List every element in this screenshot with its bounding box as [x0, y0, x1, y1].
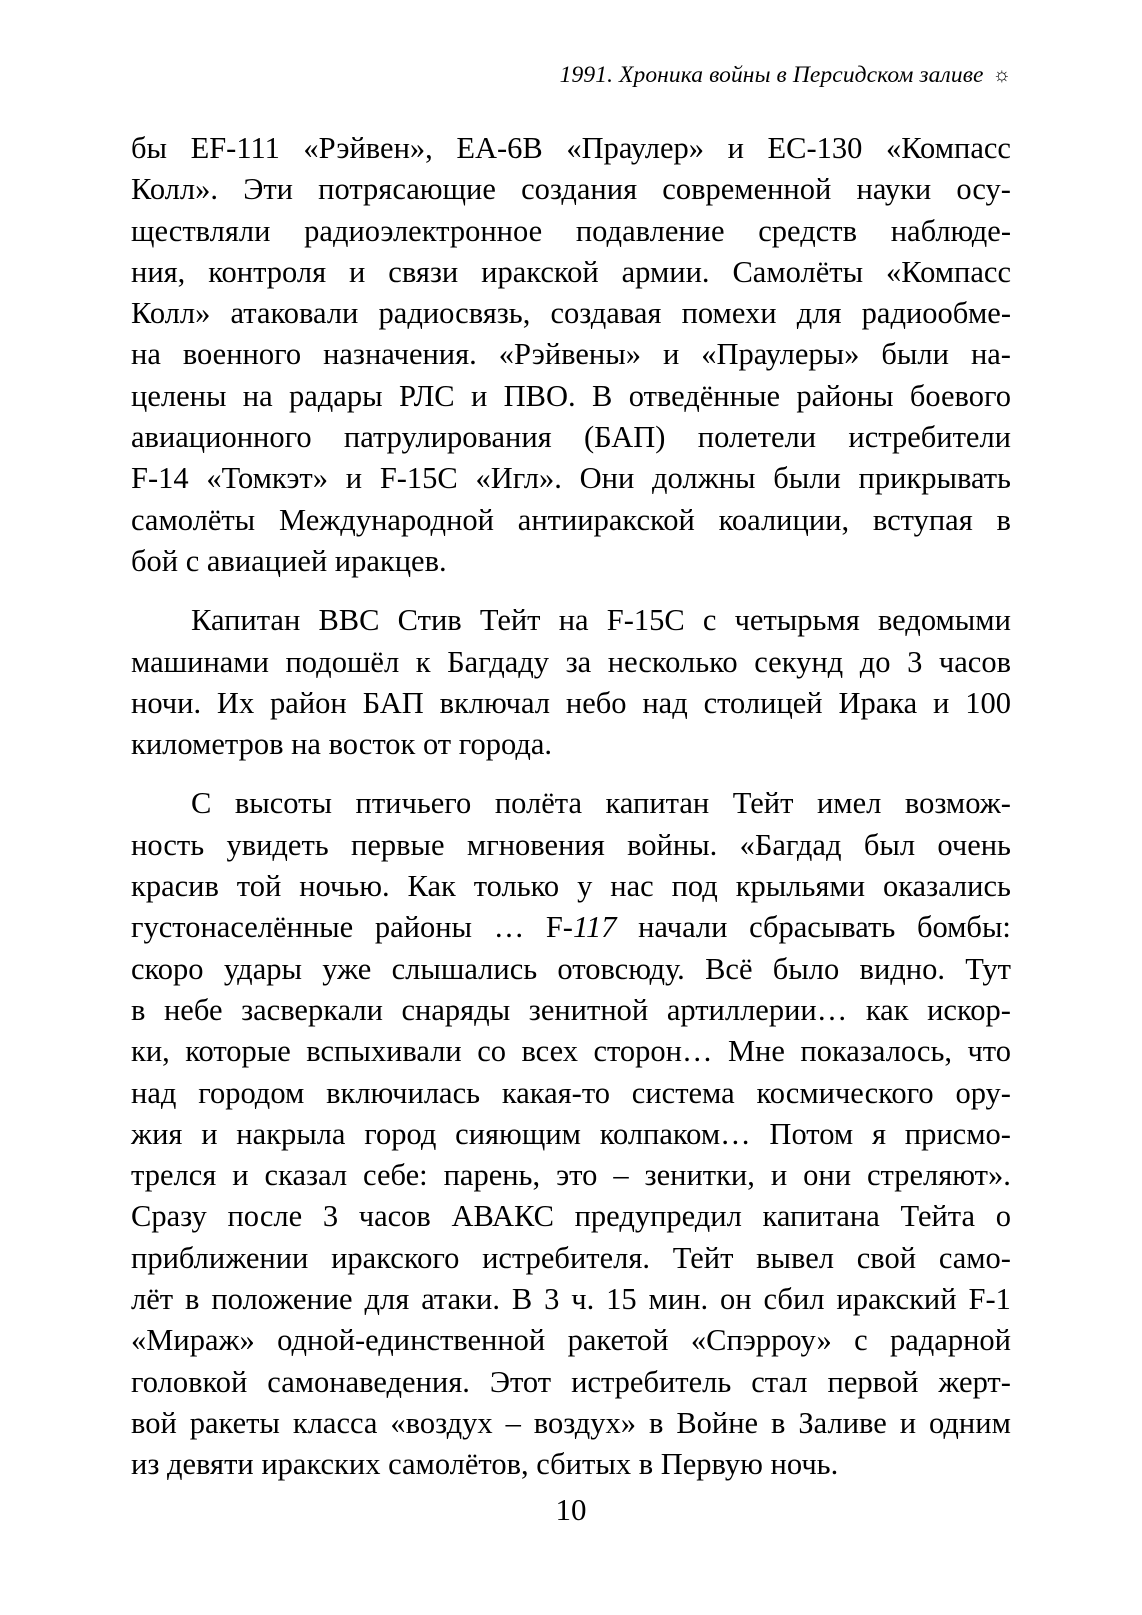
- word: 15: [606, 1282, 637, 1317]
- word: бы: [131, 131, 168, 165]
- word: Как: [407, 869, 456, 904]
- word: всех: [521, 1034, 578, 1069]
- word: Самолёты: [732, 254, 864, 289]
- word: густонаселённые: [131, 910, 354, 945]
- word: радиоэлектронное: [304, 213, 543, 248]
- word: высоты: [234, 786, 332, 821]
- word: были: [773, 461, 841, 496]
- text-line: [131, 252, 1011, 293]
- word: зенитной: [528, 992, 649, 1027]
- word: что: [967, 1034, 1011, 1069]
- word: включал: [439, 685, 551, 720]
- text-line: [131, 907, 1011, 948]
- word: район: [270, 685, 347, 720]
- word: Этот: [489, 1364, 552, 1399]
- text-line: [131, 783, 1011, 824]
- word: истребители: [848, 420, 1011, 455]
- word: жерт-: [938, 1364, 1011, 1399]
- word: часов: [358, 1199, 431, 1234]
- word: ору-: [955, 1075, 1011, 1110]
- word: одной-единственной: [277, 1323, 546, 1358]
- word: «воздух: [390, 1405, 493, 1440]
- word: иракский: [836, 1282, 957, 1317]
- word: F-15C: [379, 461, 458, 496]
- word: и: [470, 378, 488, 413]
- word: положение: [211, 1282, 353, 1317]
- word: Мне: [727, 1034, 785, 1069]
- word: как: [865, 992, 909, 1027]
- text-line: [131, 642, 1011, 683]
- text-line: [131, 500, 1011, 541]
- word: и: [662, 337, 680, 372]
- word: само-: [938, 1240, 1011, 1275]
- word: удары: [223, 951, 302, 986]
- word: уже: [322, 951, 372, 986]
- text-line: [131, 128, 1011, 169]
- word: оказались: [882, 869, 1011, 904]
- text-line: [131, 1238, 1011, 1279]
- word: полетели: [697, 420, 817, 455]
- word: четырьмя: [734, 603, 860, 638]
- word: колпаком…: [599, 1116, 751, 1151]
- word: «Рэйвен»,: [303, 131, 433, 165]
- word: АВАКС: [451, 1199, 554, 1234]
- word: В: [592, 378, 613, 413]
- text-line: бой с авиацией иракцев.: [131, 543, 447, 578]
- word: Они: [579, 461, 635, 496]
- word: машинами: [131, 644, 269, 679]
- word: 100: [965, 685, 1011, 720]
- word: «Рэйвены»: [498, 337, 641, 372]
- word: в: [996, 502, 1011, 537]
- text-line: [131, 458, 1011, 499]
- word: Тейт: [479, 603, 541, 638]
- word: возмож-: [904, 786, 1011, 821]
- word: С: [191, 786, 212, 821]
- word: слышались: [391, 951, 538, 986]
- word: назначения.: [323, 337, 477, 372]
- word: войны.: [627, 827, 718, 862]
- word: бомбы:: [916, 910, 1011, 945]
- word: и: [201, 1116, 218, 1151]
- word: на-: [970, 337, 1011, 372]
- word: патрулирования: [343, 420, 552, 455]
- word: искор-: [927, 992, 1011, 1027]
- word: целены: [131, 378, 227, 413]
- word: «Игл».: [475, 461, 562, 496]
- word: вступая: [872, 502, 973, 537]
- paragraph-1: [131, 128, 1011, 582]
- word: снаряды: [401, 992, 511, 1027]
- word: Капитан: [191, 603, 301, 638]
- text-line: [131, 376, 1011, 417]
- word: присмо-: [904, 1116, 1011, 1151]
- text-line: [131, 990, 1011, 1031]
- word: в: [648, 1405, 664, 1440]
- text-line: [131, 683, 1011, 724]
- word: первые: [351, 827, 445, 862]
- word: и: [727, 131, 744, 165]
- word: для: [364, 1282, 410, 1317]
- word: зенитки,: [644, 1158, 755, 1193]
- word: осу-: [956, 172, 1011, 207]
- text-line: [131, 1114, 1011, 1155]
- word: у: [577, 869, 593, 904]
- word: «Томкэт»: [206, 461, 329, 496]
- word: которые: [185, 1034, 291, 1069]
- word: парень,: [443, 1158, 541, 1193]
- word: 3: [907, 644, 923, 679]
- word: современной: [662, 172, 832, 207]
- word: столицей: [703, 685, 823, 720]
- word: науки: [856, 172, 932, 207]
- word: В: [511, 1282, 533, 1317]
- word: после: [227, 1199, 303, 1234]
- word: ч.: [571, 1282, 595, 1317]
- word: предупредил: [574, 1199, 742, 1234]
- word: имел: [816, 786, 882, 821]
- word: в: [185, 1282, 200, 1317]
- word: 3: [322, 1199, 339, 1234]
- word: подошёл: [285, 644, 400, 679]
- word: накрыла: [236, 1116, 346, 1151]
- word: атаковали: [230, 296, 359, 331]
- word: Международной: [278, 502, 494, 537]
- word: ность: [131, 827, 205, 862]
- word: воздух»: [533, 1405, 636, 1440]
- word: система: [631, 1075, 735, 1110]
- word: город: [364, 1116, 437, 1151]
- word: я: [871, 1116, 886, 1151]
- body-text: [131, 128, 1011, 1486]
- word: и: [933, 685, 950, 720]
- word: помехи: [681, 296, 777, 331]
- word: на: [131, 337, 161, 372]
- word: класса: [292, 1405, 378, 1440]
- word: EA-6B: [456, 131, 543, 165]
- page-number: 10: [555, 1492, 587, 1527]
- word: были: [881, 337, 949, 372]
- word: самолёты: [131, 502, 256, 537]
- word: трелся: [131, 1158, 217, 1193]
- italic-designation: 117: [572, 910, 617, 945]
- word: антииракской: [517, 502, 695, 537]
- word: Ирака: [838, 685, 918, 720]
- text-line: [131, 949, 1011, 990]
- word: Всё: [705, 951, 753, 986]
- word: был: [863, 827, 916, 862]
- word: Эти: [243, 172, 293, 207]
- word: со: [477, 1034, 506, 1069]
- word: сбрасывать: [749, 910, 896, 945]
- word: скоро: [131, 951, 204, 986]
- word: лёт: [131, 1282, 174, 1317]
- word: ВВС: [318, 603, 380, 638]
- word: прикрывать: [858, 461, 1011, 496]
- word: над: [642, 685, 688, 720]
- word: отовсюду.: [557, 951, 685, 986]
- word: на: [558, 603, 589, 638]
- word: очень: [937, 827, 1011, 862]
- word: крыльями: [735, 869, 866, 904]
- text-line: [131, 417, 1011, 458]
- word: «Праулеры»: [701, 337, 860, 372]
- word: и: [345, 461, 363, 496]
- word: Их: [216, 685, 255, 720]
- word: самонаведения.: [267, 1364, 470, 1399]
- word: секунд: [754, 644, 844, 679]
- text-line: [131, 825, 1011, 866]
- word: капитан: [605, 786, 710, 821]
- word: увидеть: [226, 827, 329, 862]
- word: отведённые: [628, 378, 780, 413]
- word: Потом: [769, 1116, 854, 1151]
- word: –: [613, 1158, 629, 1193]
- word: иракского: [331, 1240, 460, 1275]
- word: радиообме-: [861, 296, 1011, 331]
- word: истребителя.: [482, 1240, 651, 1275]
- word: сторон…: [593, 1034, 713, 1069]
- text-line: [131, 293, 1011, 334]
- word: часов: [938, 644, 1011, 679]
- word: красив: [131, 869, 219, 904]
- word: коалиции,: [718, 502, 850, 537]
- word: мгновения: [466, 827, 605, 862]
- text-line: [131, 334, 1011, 375]
- word: мин.: [648, 1282, 709, 1317]
- word: Тейт: [732, 786, 794, 821]
- text-line: [131, 1362, 1011, 1403]
- word: истребитель: [571, 1364, 732, 1399]
- word: начали: [638, 910, 728, 945]
- word: …: [493, 910, 525, 945]
- word: F-15C: [606, 603, 685, 638]
- text-line: [131, 1403, 1011, 1444]
- word: создавая: [550, 296, 662, 331]
- word: ночью.: [299, 869, 390, 904]
- word: атаки.: [421, 1282, 500, 1317]
- word: видно.: [859, 951, 945, 986]
- text-line: [131, 1073, 1011, 1114]
- word: они: [803, 1158, 852, 1193]
- word: Заливе: [798, 1405, 887, 1440]
- word: «Багдад: [739, 827, 842, 862]
- word: ночи.: [131, 685, 202, 720]
- text-line: [131, 866, 1011, 907]
- word: наблюде-: [890, 213, 1011, 248]
- word: Колл»: [131, 296, 211, 331]
- word: ки,: [131, 1034, 170, 1069]
- word: несколько: [607, 644, 738, 679]
- word: (БАП): [583, 420, 666, 455]
- word: вывел: [756, 1240, 835, 1275]
- word: военного: [182, 337, 302, 372]
- word: потрясающие: [318, 172, 496, 207]
- word: головкой: [131, 1364, 248, 1399]
- word: было: [772, 951, 840, 986]
- paragraph-2: [131, 600, 1011, 765]
- running-head: [131, 62, 1011, 89]
- word: Колл».: [131, 172, 218, 207]
- text-line: [131, 600, 1011, 641]
- word: ракетой: [567, 1323, 669, 1358]
- word: жия: [131, 1116, 183, 1151]
- word: себе:: [363, 1158, 428, 1193]
- word: птичьего: [355, 786, 472, 821]
- word: стреляют».: [867, 1158, 1011, 1193]
- word: над: [131, 1075, 177, 1110]
- sun-ornament-icon: ☼: [992, 64, 1011, 86]
- word: средств: [758, 213, 857, 248]
- word: какая-то: [501, 1075, 610, 1110]
- text-line: [131, 1320, 1011, 1361]
- word: за: [565, 644, 592, 679]
- word: к: [415, 644, 431, 679]
- word: ния,: [131, 254, 186, 289]
- word: БАП: [362, 685, 424, 720]
- word: армии.: [621, 254, 710, 289]
- word: EF-111: [190, 131, 280, 165]
- word: радарной: [890, 1323, 1011, 1358]
- word: ществляли: [131, 213, 271, 248]
- word: районы: [796, 378, 894, 413]
- word: и: [232, 1158, 249, 1193]
- word: Тейта: [900, 1199, 976, 1234]
- word: той: [236, 869, 282, 904]
- word: сбил: [763, 1282, 825, 1317]
- word: должны: [652, 461, 756, 496]
- word: до: [859, 644, 891, 679]
- word: включилась: [326, 1075, 481, 1110]
- word: сияющим: [455, 1116, 581, 1151]
- word: «Компасс: [885, 131, 1011, 165]
- word: свой: [856, 1240, 917, 1275]
- word: и: [899, 1405, 917, 1440]
- word: радары: [289, 378, 383, 413]
- word: вспыхивали: [306, 1034, 462, 1069]
- word: для: [796, 296, 842, 331]
- word: в: [131, 992, 146, 1027]
- text-line: из девяти иракских самолётов, сбитых в Первую ночь.: [131, 1447, 839, 1482]
- text-line: [131, 1196, 1011, 1237]
- word: засверкали: [241, 992, 383, 1027]
- word: Тут: [965, 951, 1011, 986]
- word: Стив: [397, 603, 462, 638]
- word: о: [995, 1199, 1011, 1234]
- word: F-14: [131, 461, 189, 496]
- word: первой: [827, 1364, 919, 1399]
- text-line: [131, 211, 1011, 252]
- word: «Праулер»: [566, 131, 705, 165]
- word: EC-130: [767, 131, 863, 165]
- paragraph-3: [131, 783, 1011, 1485]
- word: нас: [610, 869, 654, 904]
- word: сказал: [264, 1158, 348, 1193]
- word: «Мираж»: [131, 1323, 255, 1358]
- word: иракской: [481, 254, 599, 289]
- word: стал: [751, 1364, 808, 1399]
- word: он: [720, 1282, 752, 1317]
- word: под: [671, 869, 718, 904]
- word: «Компасс: [886, 254, 1011, 289]
- word: районы: [374, 910, 473, 945]
- word: ПВО.: [503, 378, 576, 413]
- word: вой: [131, 1405, 177, 1440]
- word: Багдаду: [447, 644, 550, 679]
- text-line: [131, 1279, 1011, 1320]
- word: городом: [198, 1075, 305, 1110]
- word: боевого: [909, 378, 1011, 413]
- word: капитана: [762, 1199, 880, 1234]
- word: на: [242, 378, 273, 413]
- text-line: [131, 169, 1011, 210]
- word: в: [771, 1405, 786, 1440]
- word: Сразу: [131, 1199, 207, 1234]
- word: артиллерии…: [666, 992, 848, 1027]
- word: Тейт: [672, 1240, 734, 1275]
- word: «Спэрроу»: [690, 1323, 832, 1358]
- word: небо: [565, 685, 627, 720]
- word: –: [505, 1405, 521, 1440]
- word: радиосвязь,: [378, 296, 531, 331]
- word: F-1: [968, 1282, 1011, 1317]
- word: подавление: [575, 213, 725, 248]
- word: только: [473, 869, 560, 904]
- word: это: [556, 1158, 598, 1193]
- word: авиационного: [131, 420, 312, 455]
- word: Войне: [676, 1405, 759, 1440]
- word: с: [702, 603, 717, 638]
- word: одним: [929, 1405, 1011, 1440]
- word: ракеты: [189, 1405, 280, 1440]
- word: 3: [544, 1282, 560, 1317]
- word: с: [854, 1323, 868, 1358]
- text-line: километров на восток от города.: [131, 727, 553, 762]
- word: ведомыми: [877, 603, 1011, 638]
- word: космического: [756, 1075, 934, 1110]
- word: РЛС: [398, 378, 455, 413]
- text-line: [131, 1155, 1011, 1196]
- word: F-117: [545, 910, 617, 945]
- word: показалось,: [800, 1034, 952, 1069]
- word: и: [770, 1158, 788, 1193]
- word: контроля: [208, 254, 327, 289]
- running-head-text: 1991. Хроника войны в Персидском заливе: [559, 62, 984, 88]
- word: приближении: [131, 1240, 309, 1275]
- word: создания: [521, 172, 638, 207]
- word: связи: [388, 254, 459, 289]
- text-line: [131, 1031, 1011, 1072]
- word: полёта: [494, 786, 582, 821]
- word: небе: [163, 992, 223, 1027]
- word: и: [349, 254, 366, 289]
